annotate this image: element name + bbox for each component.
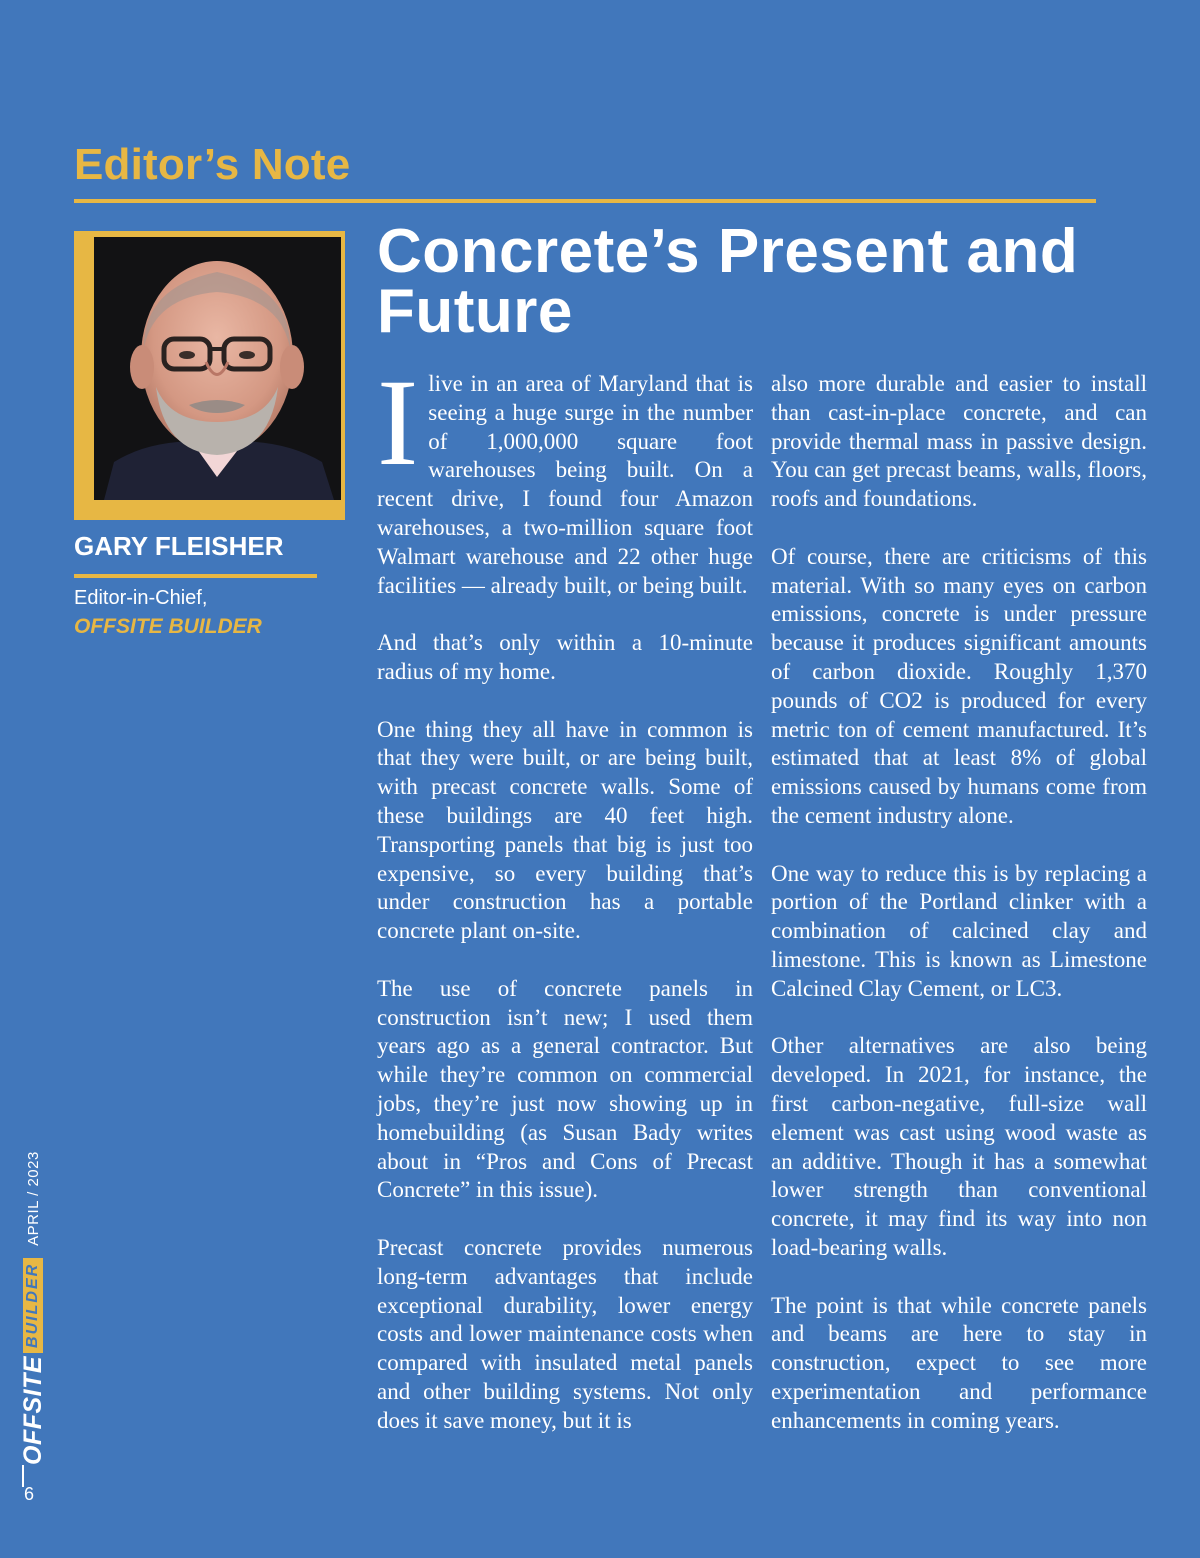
drop-cap: I <box>377 354 419 491</box>
section-divider <box>74 199 1096 203</box>
article-paragraph: also more durable and easier to install than cast-in-place concrete, and can provide thermal mass in passive design. You can get precast beams, walls, floors, roofs and foundations. <box>771 371 1147 512</box>
article-paragraph: The use of concrete panels in construction isn’t new; I used them years ago as a general contractor. But while they’re common on commercial jobs, they’re just now showing up in homebuilding (as Susan Bady writes about in “Pros and Cons of Precast Concrete” in this issue). <box>377 975 753 1203</box>
section-title: Editor’s Note <box>74 140 351 189</box>
article-paragraph: One way to reduce this is by replacing a portion of the Portland clinker with a combination of calcined clay and limestone. This is known as Limestone Calcined Clay Cement, or LC3. <box>771 860 1147 1001</box>
article-paragraph: One thing they all have in common is that they were built, or are being built, with precast concrete walls. Some of these buildings are 40 feet high. Transporting panels that big is just too expensive, so every building that’s under construction has a portable concrete plant on-site. <box>377 716 753 944</box>
author-divider <box>74 574 317 578</box>
brand-logo-sub: BUILDER <box>23 1258 43 1353</box>
author-name: GARY FLEISHER <box>74 531 284 561</box>
author-publication: OFFSITE BUILDER <box>74 615 262 638</box>
side-branding <box>16 1130 50 1465</box>
author-photo <box>94 237 341 500</box>
article-headline: Concrete’s Present and Future <box>377 217 1079 346</box>
article-paragraph: The point is that while concrete panels and beams are here to stay in construction, expect to see more experimentation and performance enhancements in coming years. <box>771 1292 1147 1433</box>
issue-date: APRIL / 2023 <box>24 1151 42 1246</box>
article-paragraph: Of course, there are criticisms of this material. With so many eyes on carbon emissions, concrete is under pressure because it produces significant amounts of carbon dioxide. Roughly 1,370 pounds of CO2 is produced for every metric ton of cement manufactured. It’s estimated that at least 8% of global emissions caused by humans come from the cement industry alone. <box>771 543 1147 828</box>
brand-logo-main: OFFSITE <box>18 1355 47 1465</box>
page-number: 6 <box>24 1484 35 1504</box>
article-column-left <box>377 354 753 1464</box>
article-column-right <box>771 370 1147 1464</box>
article-paragraph: And that’s only within a 10-minute radius of my home. <box>377 630 753 684</box>
article-paragraph: Other alternatives are also being developed. In 2021, for instance, the first carbon-negative, full-size wall element was cast using wood waste as an additive. Though it has a somewhat lower strength than conventional concrete, it may find its way into non load-bearing walls. <box>771 1033 1147 1260</box>
article-paragraph: I live in an area of Maryland that is seeing a huge surge in the number of 1,000,000 square foot warehouses being built. On a recent drive, I found four Amazon warehouses, a two-million square foot Walmart warehouse and 22 other huge facilities — already built, or being built. <box>377 354 753 598</box>
author-role: Editor-in-Chief, <box>74 587 208 609</box>
article-paragraph: Precast concrete provides numerous long-term advantages that include exceptional durability, lower energy costs and lower maintenance costs when compared with insulated metal panels and other building systems. Not only does it save money, but it is <box>377 1234 753 1433</box>
